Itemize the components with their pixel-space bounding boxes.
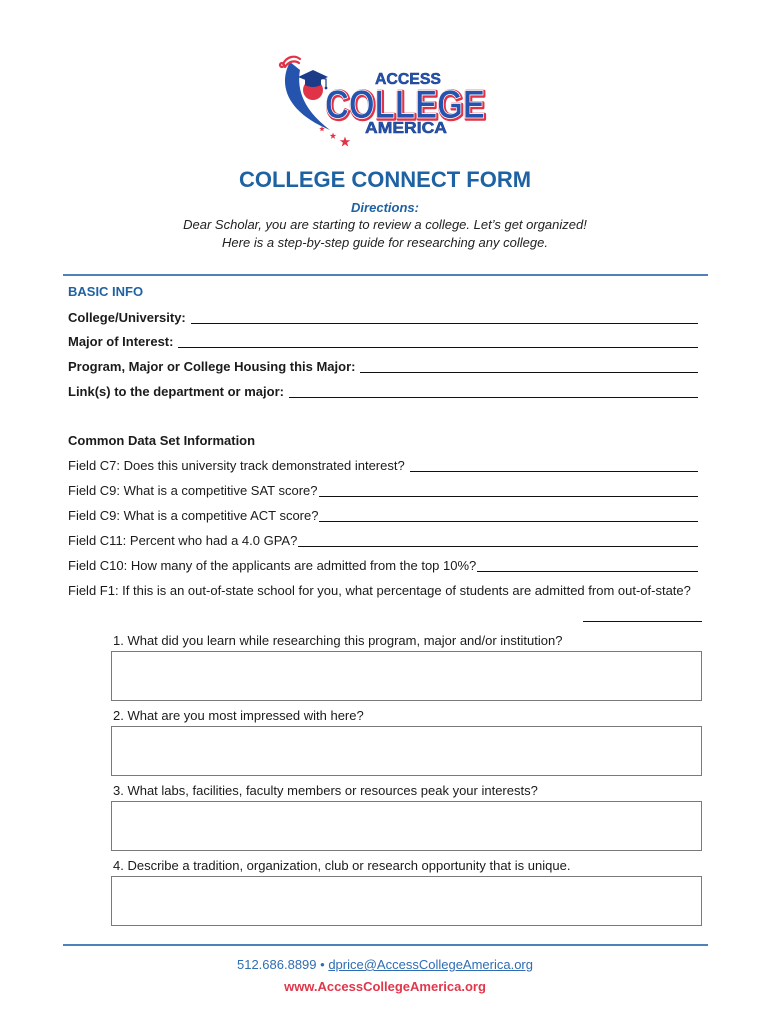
field-f1-label: Field F1: If this is an out-of-state school for you, what percentage of students are admitted from out-of-state? xyxy=(68,583,691,598)
question-4-answer-box[interactable] xyxy=(111,876,702,926)
field-c7-input[interactable] xyxy=(410,458,698,472)
logo-word-college-shadow: COLLEGE xyxy=(326,84,486,128)
program-housing-field[interactable] xyxy=(360,359,698,373)
field-f1-row xyxy=(68,583,691,599)
field-c7-label: Field C7: Does this university track demonstrated interest? xyxy=(68,458,405,473)
field-c11-row xyxy=(68,533,698,549)
field-c9-sat-input[interactable] xyxy=(319,483,698,497)
logo-word-america: AMERICA xyxy=(365,120,448,137)
question-2-label: 2. What are you most impressed with here? xyxy=(113,708,364,723)
star-icon xyxy=(340,137,350,147)
college-university-label: College/University: xyxy=(68,310,186,325)
department-links-field[interactable] xyxy=(289,384,698,398)
field-c10-row xyxy=(68,558,698,574)
field-c11-label: Field C11: Percent who had a 4.0 GPA? xyxy=(68,533,298,548)
directions-text-line-2: Here is a step-by-step guide for researching any college. xyxy=(222,235,548,250)
field-c9-act-label: Field C9: What is a competitive ACT score? xyxy=(68,508,319,523)
program-housing-label: Program, Major or College Housing this Major: xyxy=(68,359,356,374)
field-c9-act-input[interactable] xyxy=(319,508,698,522)
question-2-answer-box[interactable] xyxy=(111,726,702,776)
field-c9-act-row xyxy=(68,508,698,524)
field-c10-label: Field C10: How many of the applicants are admitted from the top 10%? xyxy=(68,558,477,573)
field-c10-input[interactable] xyxy=(477,558,698,572)
footer-separator: • xyxy=(320,957,325,972)
major-of-interest-field[interactable] xyxy=(178,334,698,348)
major-of-interest-row xyxy=(68,334,698,350)
star-icon xyxy=(330,133,337,139)
field-f1-input[interactable] xyxy=(583,608,702,622)
logo xyxy=(272,50,492,154)
footer-phone: 512.686.8899 xyxy=(236,957,317,972)
graduation-cap-icon xyxy=(298,70,328,89)
major-of-interest-label: Major of Interest: xyxy=(68,334,174,349)
top-divider xyxy=(63,274,708,276)
question-4-label: 4. Describe a tradition, organization, club or research opportunity that is unique. xyxy=(113,858,571,873)
college-university-field[interactable] xyxy=(191,310,698,324)
footer-website-link[interactable]: www.AccessCollegeAmerica.org xyxy=(284,979,486,994)
field-c11-input[interactable] xyxy=(298,533,698,547)
logo-word-college: COLLEGE xyxy=(325,83,485,127)
program-housing-row xyxy=(68,359,698,375)
basic-info-heading: BASIC INFO xyxy=(68,284,144,299)
college-university-row xyxy=(68,310,698,326)
page-title: COLLEGE CONNECT FORM xyxy=(238,167,532,192)
department-links-label: Link(s) to the department or major: xyxy=(68,384,284,399)
field-c7-row xyxy=(68,458,698,474)
common-data-set-heading: Common Data Set Information xyxy=(68,433,256,448)
question-3-label: 3. What labs, facilities, faculty members or resources peak your interests? xyxy=(113,783,538,798)
question-1-answer-box[interactable] xyxy=(111,651,702,701)
footer-email-link[interactable]: dprice@AccessCollegeAmerica.org xyxy=(328,957,533,972)
department-links-row xyxy=(68,384,698,400)
footer-contact-line xyxy=(0,957,770,973)
directions-label: Directions: xyxy=(351,200,419,215)
bottom-divider xyxy=(63,944,708,946)
directions-text-line-1: Dear Scholar, you are starting to review a college. Let’s get organized! xyxy=(183,217,587,232)
question-1-label: 1. What did you learn while researching this program, major and/or institution? xyxy=(113,633,563,648)
logo-word-access: ACCESS xyxy=(375,71,442,88)
field-c9-sat-label: Field C9: What is a competitive SAT score? xyxy=(68,483,318,498)
question-3-answer-box[interactable] xyxy=(111,801,702,851)
field-c9-sat-row xyxy=(68,483,698,499)
